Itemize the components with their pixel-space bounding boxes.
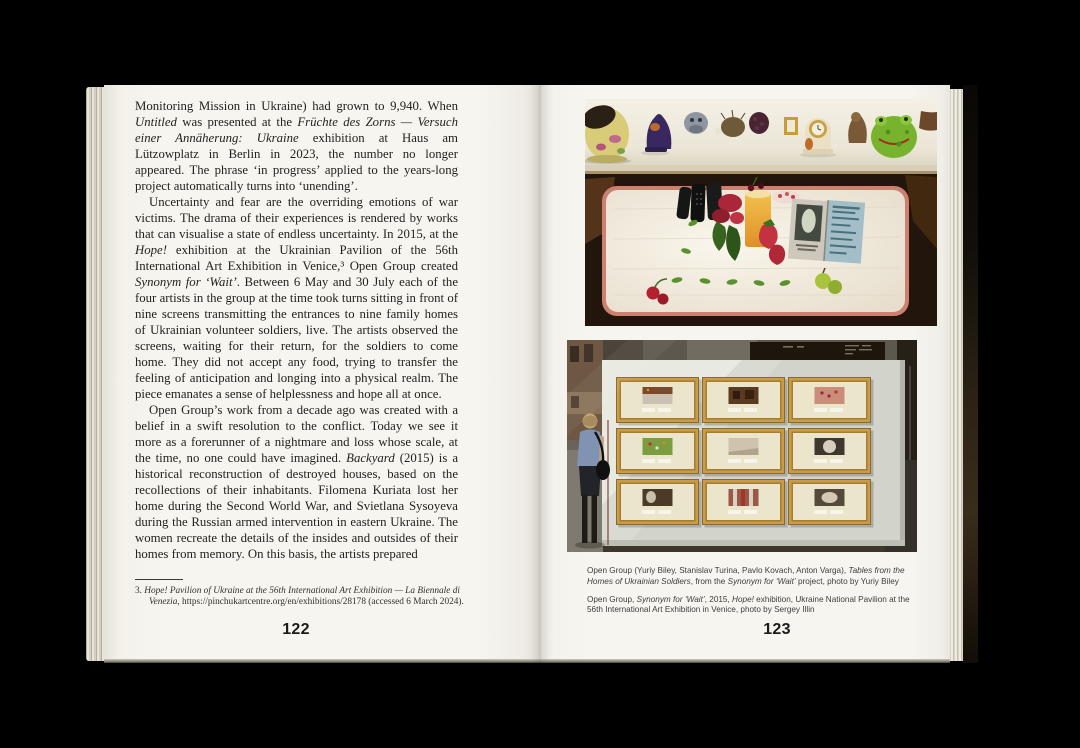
- page-stack-bottom-edge: [104, 659, 950, 663]
- page-number-left: 122: [282, 621, 310, 638]
- table-still-life-illustration: [585, 99, 937, 326]
- paragraph-2: Uncertainty and fear are the overriding emotions of war victims. The drama of their experiences is rendered by works that can visualise a state of endless uncertainty. In 2015, at the Hope! exhibition at the Ukrainian Pavilion of the 56th International Art Exhibition in Venice,³ Open Group created Synonym for ‘Wait’. Between 6 May and 30 July each of the four artists in the group at the time took turns sitting in front of nine screens transmitting the entrances to nine family homes of Ukrainian volunteer soldiers, live. The artists observed the screens, waiting for their return, for the soldiers to come home. They did not accept any food, trying to transfer the feeling of anticipation and longing into a physical realm. The piece emanates a sense of helplessness and hope all at once.: [135, 195, 458, 401]
- photo-synonym-for-wait-installation: [567, 340, 917, 552]
- page-stack-left-edge: [86, 87, 104, 661]
- paragraph-1: Monitoring Mission in Ukraine) had grown to 9,940. When Untitled was presented at the Früchte des Zorns — Versuch einer Annäherung: Ukraine exhibition at Haus am Lützowplatz in Berlin in 2023, the number no longer appeared. The phrase ‘in progress’ applied to the years-long project automatically turns into ‘unending’.: [135, 99, 459, 193]
- gallery-window-illustration: [567, 340, 917, 552]
- photo-tables-from-the-homes: [585, 99, 937, 326]
- clock-figurine: [803, 118, 833, 154]
- page-stack-right-edge: [950, 89, 963, 661]
- owl-figurine: [684, 112, 708, 134]
- caption-top-photo: Open Group (Yuriy Biley, Stanislav Turina, Pavlo Kovach, Anton Varga), Tables from the Homes of Ukrainian Soldiers, from the Synonym for ‘Wait’ project, photo by Yuriy Biley: [587, 566, 905, 586]
- book-cover-edge: [963, 85, 978, 663]
- open-book-on-table: [788, 198, 865, 264]
- pot-edge: [919, 111, 937, 131]
- mini-photo-frame: [784, 117, 798, 135]
- berry-figurine: [749, 112, 769, 134]
- body-text-column: [135, 98, 458, 562]
- frame-grid: [616, 377, 874, 528]
- caption-bottom-photo: Open Group, Synonym for ‘Wait’, 2015, Hope! exhibition, Ukraine National Pavilion at the 56th International Art Exhibition in Venice, photo by Sergey Illin: [587, 594, 910, 615]
- paragraph-3: Open Group’s work from a decade ago was created with a belief in a swift resolution to the conflict. Today we see it more as a forerunner of a nightmare and loss whose scale, at the time, no one could have imagined. Backyard (2015) is a historical reconstruction of destroyed houses, based on the recollections of their inhabitants. Filomena Kuriata lost her home during the Second World War, and Svietlana Sysoyeva during the Russian armed intervention in eastern Ukraine. The women recreate the details of the insides and outsides of their homes from memory. On this basis, the artists prepared: [135, 403, 459, 561]
- frog-figurine: [871, 115, 917, 158]
- photo-captions: [587, 566, 919, 623]
- footnote-divider: [135, 579, 183, 580]
- footnote: 3. Hope! Pavilion of Ukraine at the 56th International Art Exhibition — La Biennale di Venezia, https://pinchukartcentre.org/en/exhibitions/28178 (accessed 6 March 2024).: [135, 586, 464, 608]
- open-book: [86, 85, 978, 663]
- page-number-right: 123: [763, 621, 791, 638]
